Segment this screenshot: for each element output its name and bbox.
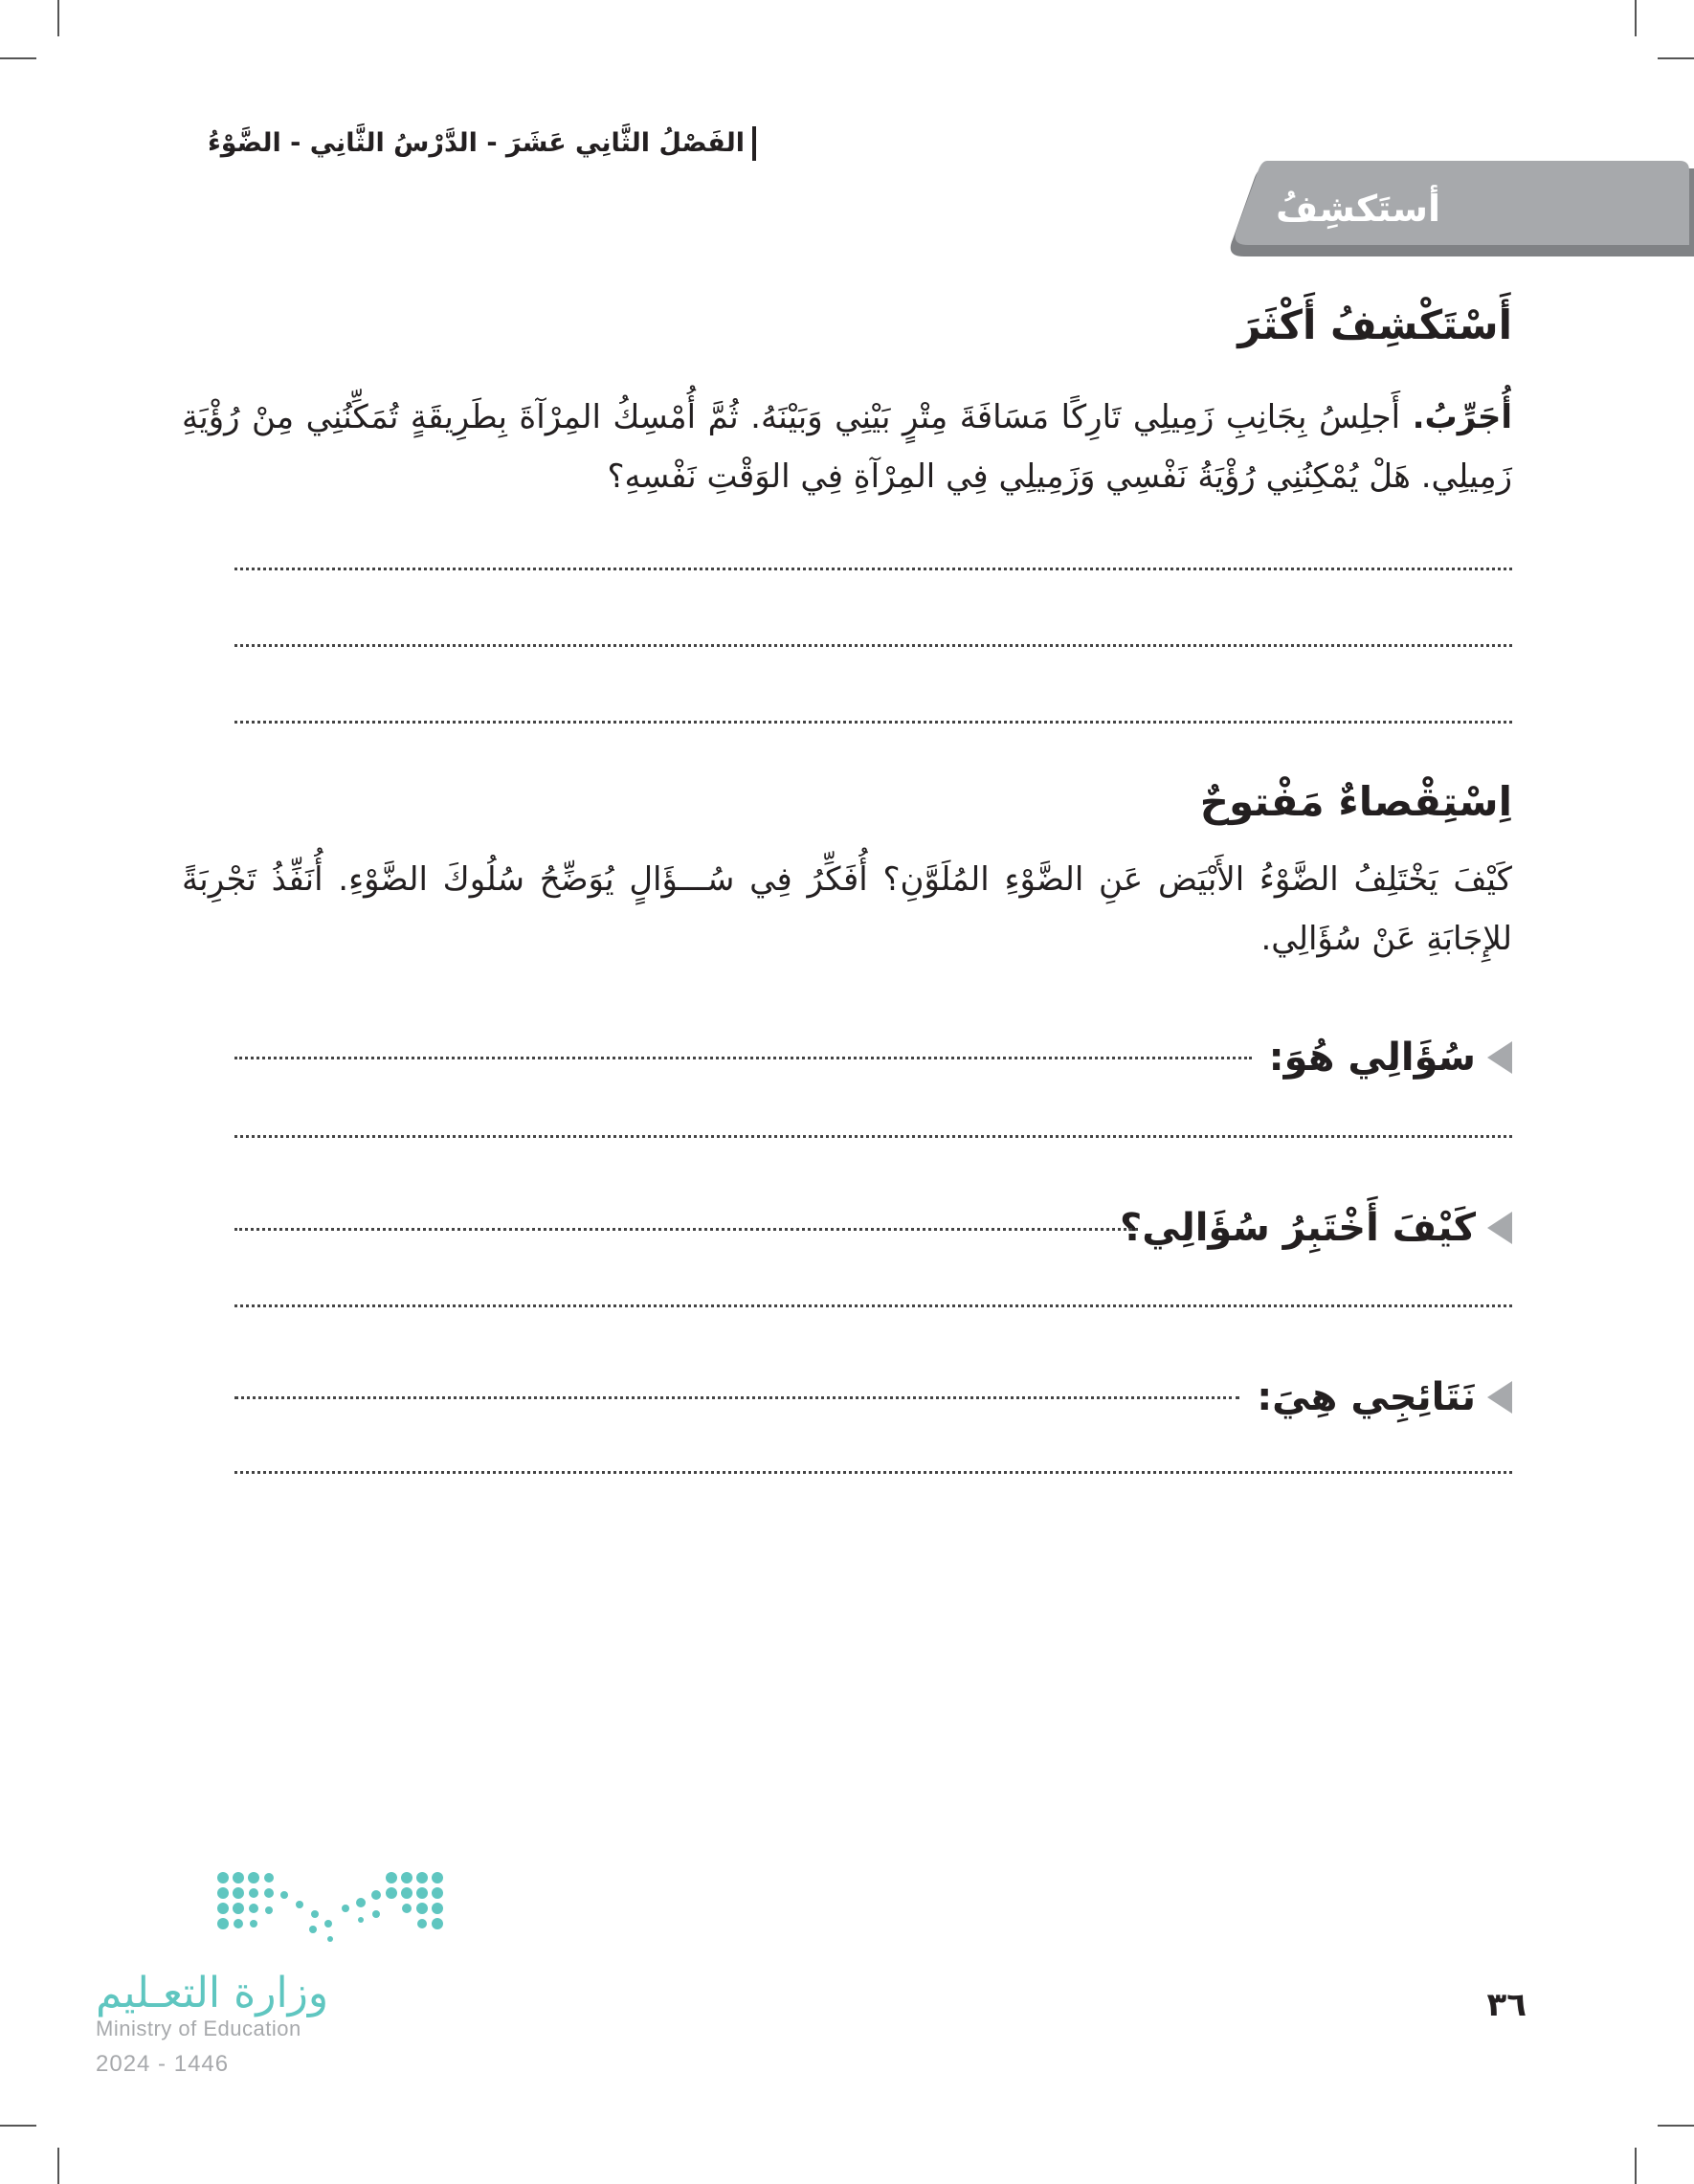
triangle-bullet-icon [1487,1212,1512,1244]
explore-more-paragraph [182,388,1512,506]
crop-mark [57,0,59,36]
answer-line[interactable] [234,568,1512,570]
open-inquiry-paragraph: كَيْفَ يَخْتَلِفُ الضَّوْءُ الأَبْيَض عَنِ الضَّوْءِ المُلَوَّنِ؟ أُفَكِّرُ فِي سُـــؤَالٍ يُوَضِّحُ سُلُوكَ الضَّوْءِ. أُنَفِّذُ تَجْرِبَةً للإِجَابَةِ عَنْ سُؤَالِي. [182,860,1512,958]
answer-line[interactable] [234,1057,1252,1059]
prompt-results [1257,1369,1512,1426]
answer-line[interactable] [234,1135,1512,1138]
crop-mark [0,2125,36,2127]
answer-line[interactable] [234,1304,1512,1307]
running-header: الفَصْلُ الثَّانِي عَشَرَ - الدَّرْسُ الثَّانِي - الضَّوْءُ [209,126,756,161]
crop-mark [57,2148,59,2184]
crop-mark [1635,0,1637,36]
crop-mark [1658,2125,1694,2127]
page-number: ٣٦ [1486,1986,1527,2024]
answer-line[interactable] [234,1471,1512,1474]
prompt-label: كَيْفَ أَخْتَبِرُ سُؤَالِي؟ [1120,1206,1476,1250]
experiment-text: أَجلِسُ بِجَانِبِ زَمِيلِي تَارِكًا مَسَافَةَ مِتْرٍ بَيْنِي وَبَيْنَهُ. ثُمَّ أُمْسِكُ المِرْآةَ بِطَرِيقَةٍ تُمَكِّنُنِي مِنْ رُؤْيَةِ زَمِيلِي. هَلْ يُمْكِنُنِي رُؤْيَةُ نَفْسِي وَزَمِيلِي فِي المِرْآةِ فِي الوَقْتِ نَفْسِهِ؟ [182,398,1512,496]
answer-line[interactable] [234,1228,1138,1231]
crop-mark [0,57,36,59]
triangle-bullet-icon [1487,1381,1512,1414]
prompt-label: نَتَائِجِي هِيَ: [1257,1375,1476,1419]
prompt-question [1269,1029,1512,1086]
ministry-years: 2024 - 1446 [96,2051,230,2077]
answer-line[interactable] [234,721,1512,724]
ministry-name-english: Ministry of Education [96,2017,301,2040]
answer-line[interactable] [234,644,1512,647]
crop-mark [1658,57,1694,59]
prompt-label: سُؤَالِي هُوَ: [1268,1036,1476,1080]
open-inquiry-heading: اِسْتِقْصاءٌ مَفْتوحٌ [1199,778,1512,825]
explore-more-heading: أَسْتَكْشِفُ أَكْثَرَ [1237,301,1512,348]
prompt-test [1120,1199,1512,1257]
crop-mark [1635,2148,1637,2184]
ministry-name-arabic: وزارة التعـليم [96,1969,329,2017]
triangle-bullet-icon [1487,1041,1512,1074]
section-tab-label: أستَكشِفُ [1276,188,1440,230]
experiment-lead: أُجَرِّبُ. [1412,398,1512,436]
answer-line[interactable] [234,1396,1239,1399]
